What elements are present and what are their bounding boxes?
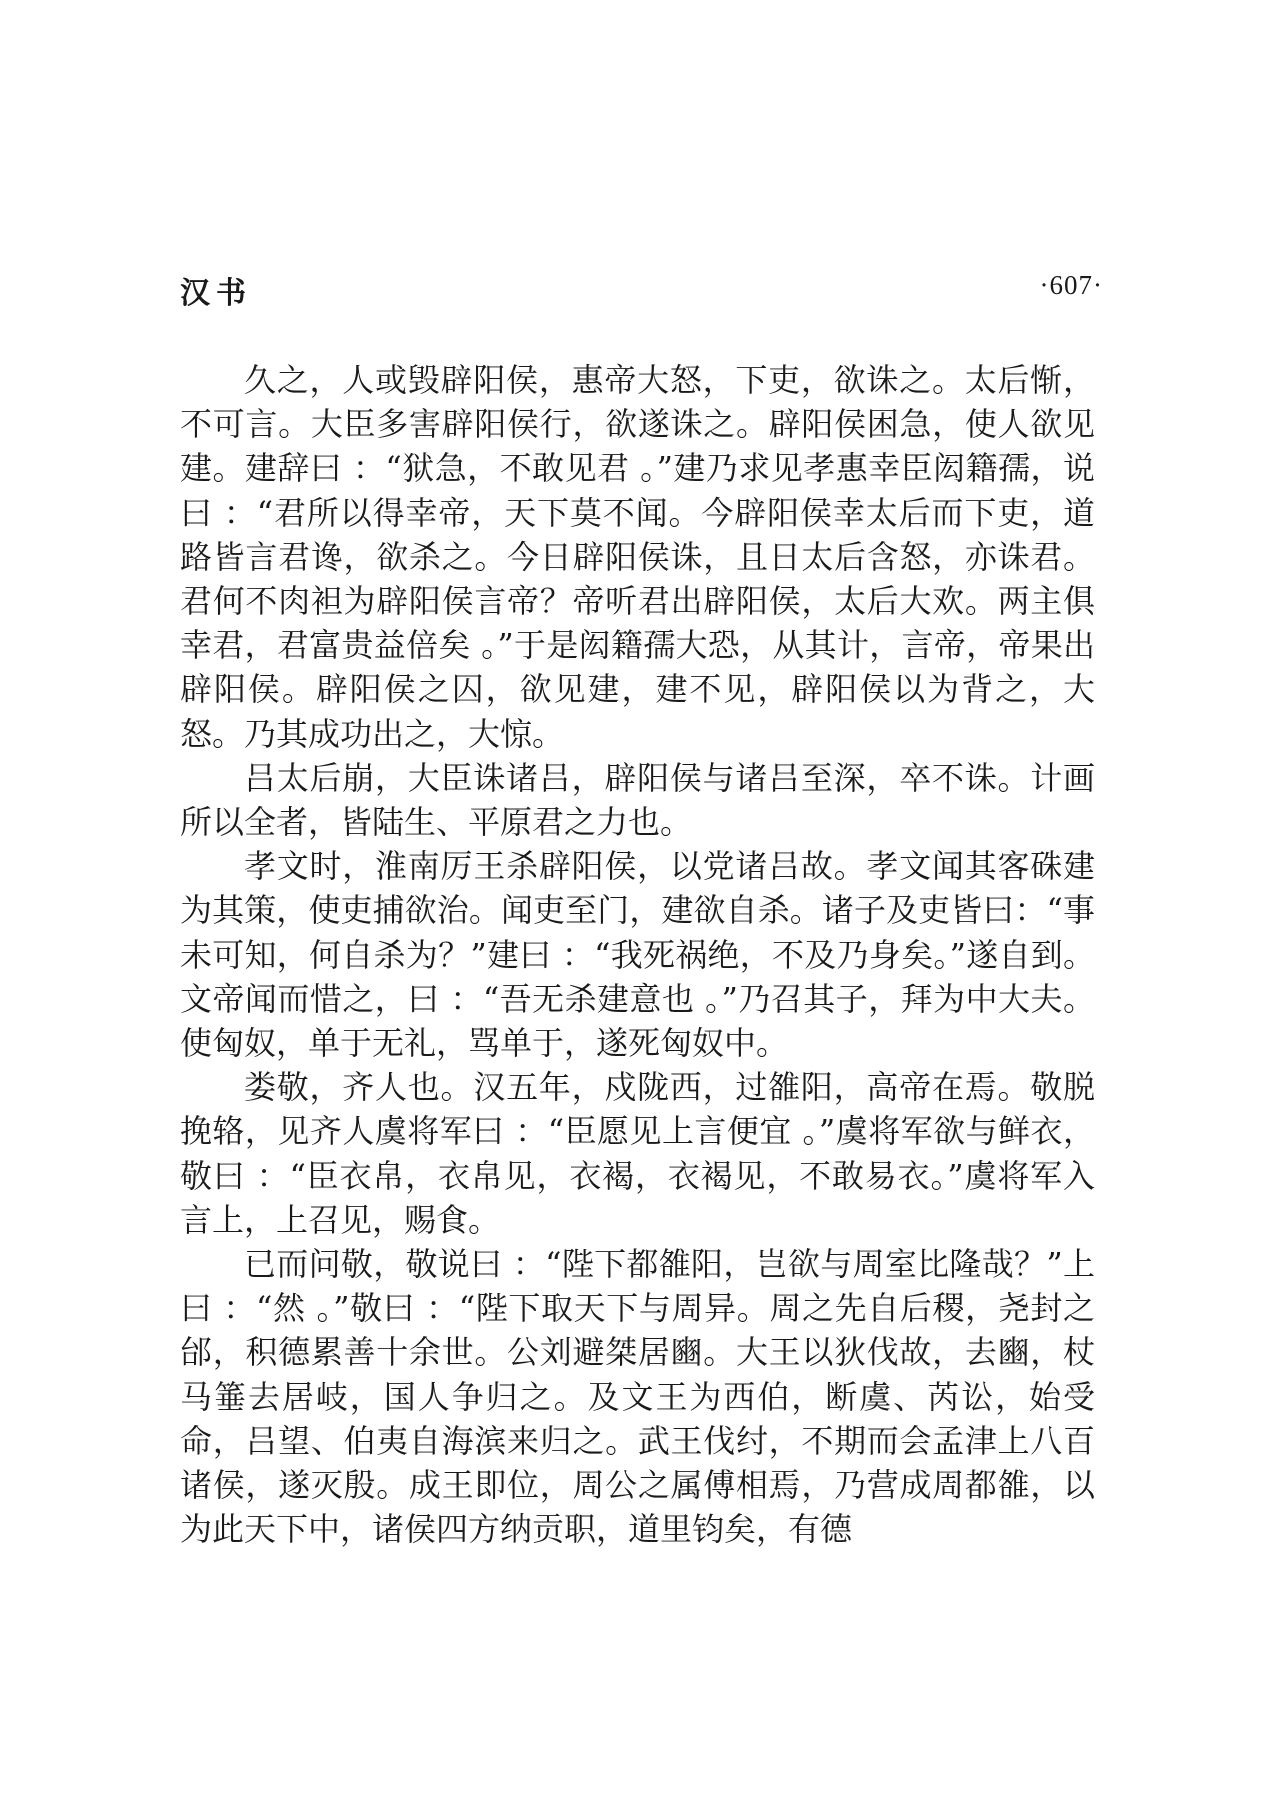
paragraph: 久之，人或毁辟阳侯，惠帝大怒，下吏，欲诛之。太后惭，不可言。大臣多害辟阳侯行，欲遂诛之。辟阳侯困急，使人欲见建。建辞曰 ：“狱急，不敢见君 。”建乃求见孝惠幸臣闳籍孺，说曰 ：“君所以得幸帝，天下莫不闻。今辟阳侯幸太后而下吏，道路皆言君谗，欲杀之。今日辟阳侯诛，且日太后含怒，亦诛君。君何不肉袒为辟阳侯言帝？帝听君出辟阳侯，太后大欢。两主俱幸君，君富贵益倍矣 。”于是闳籍孺大恐，从其计，言帝，帝果出辟阳侯。辟阳侯之囚，欲见建，建不见，辟阳侯以为背之，大怒。乃其成功出之，大惊。: [180, 361, 1095, 753]
paragraph: 已而问敬，敬说曰 ：“陛下都雒阳，岂欲与周室比隆哉？”上曰 ：“然 。”敬曰 ：“陛下取天下与周异。周之先自后稷，尧封之邰，积德累善十余世。公刘避桀居豳。大王以狄伐故，去豳，杖马箠去居岐，国人争归之。及文王为西伯，断虞、芮讼，始受命，吕望、伯夷自海滨来归之。武王伐纣，不期而会孟津上八百诸侯，遂灭殷。成王即位，周公之属傅相焉，乃营成周都雒，以为此天下中，诸侯四方纳贡职，道里钧矣，有德: [180, 1245, 1095, 1549]
paragraph: 吕太后崩，大臣诛诸吕，辟阳侯与诸吕至深，卒不诛。计画所以全者，皆陆生、平原君之力也。: [180, 758, 1095, 842]
body-text: [180, 358, 1095, 1551]
book-title: 汉书: [180, 276, 252, 311]
paragraph: 孝文时，淮南厉王杀辟阳侯，以党诸吕故。孝文闻其客硃建为其策，使吏捕欲治。闻吏至门，建欲自杀。诸子及吏皆曰：“事未可知，何自杀为？”建曰 ：“我死祸绝，不及乃身矣。”遂自到。文帝闻而惜之，曰 ：“吾无杀建意也 。”乃召其子，拜为中大夫。使匈奴，单于无礼，骂单于，遂死匈奴中。: [180, 847, 1095, 1063]
paragraph: 娄敬，齐人也。汉五年，戍陇西，过雒阳，高帝在焉。敬脱挽辂，见齐人虞将军曰 ：“臣愿见上言便宜 。”虞将军欲与鲜衣，敬曰 ：“臣衣帛，衣帛见，衣褐，衣褐见，不敢易衣。”虞将军入言上，上召见，赐食。: [180, 1068, 1095, 1239]
page-number: ·607·: [1039, 270, 1103, 300]
page-header: [180, 268, 1103, 318]
